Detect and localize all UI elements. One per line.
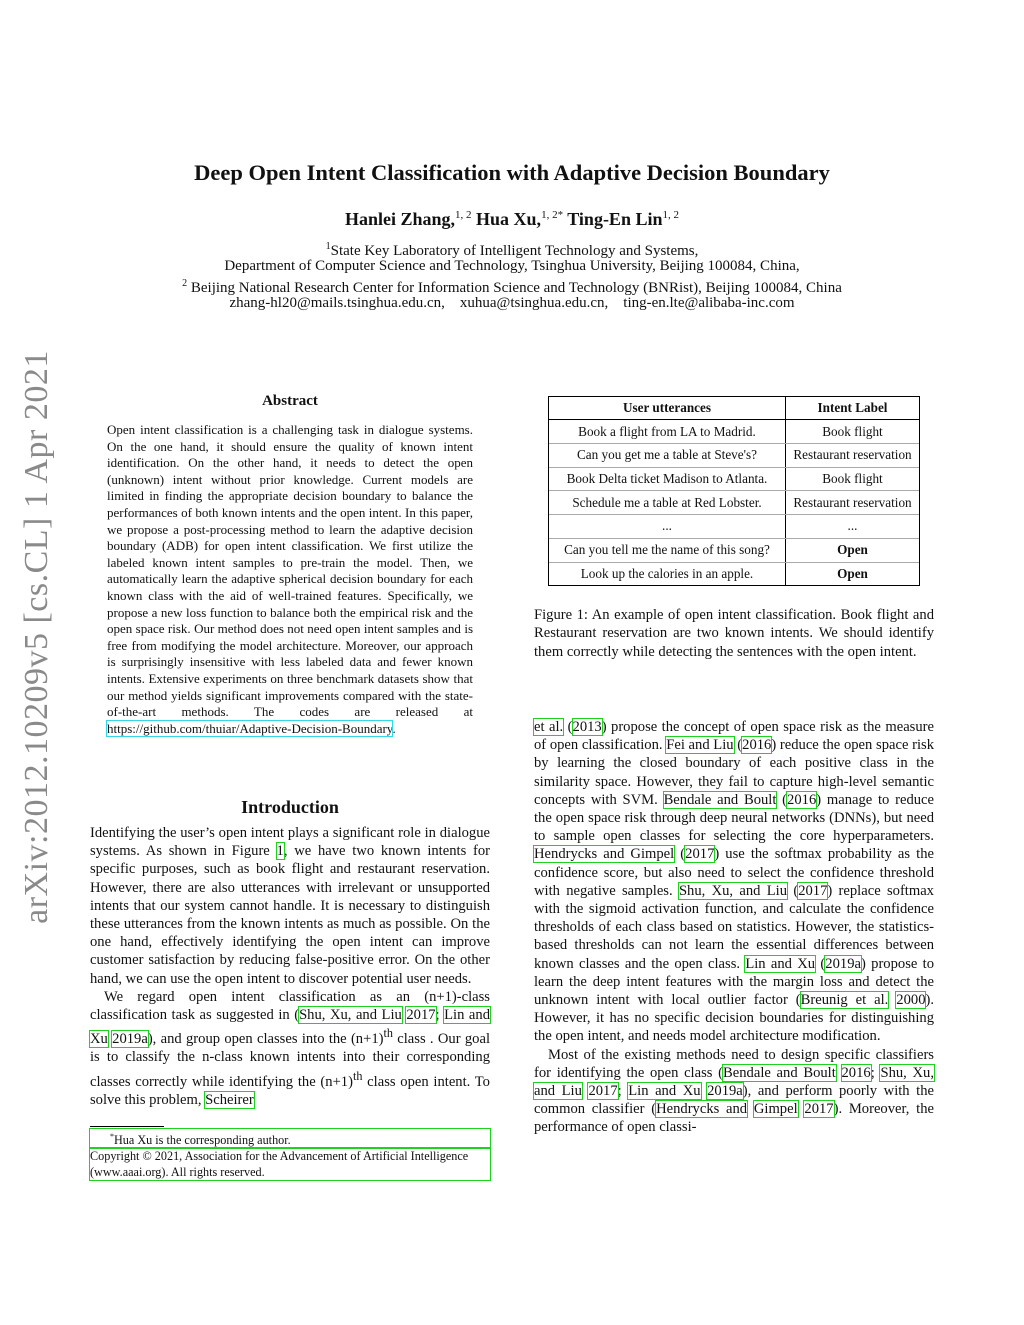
text: ) — [714, 846, 720, 863]
introduction-body — [90, 824, 490, 1109]
table-header-row — [549, 397, 919, 420]
text: ( — [567, 719, 573, 735]
text: Identifying the user’s open intent plays a significant role in dialogue systems. As shown in Figure — [90, 825, 490, 860]
abstract-text: Open intent classification is a challenging task in dialogue systems. On the one hand, it should ensure the quality of known intent identification. On the other hand, it needs to detect the open (unknown) intent without prior knowledge. Current models are limited in finding the appropriate decision boundary to balance the performances of both known intents and the open intent. In this paper, we propose a post-processing method to learn the adaptive decision boundary (ADB) for open intent classification. We first utilize the labeled known intent samples to pre-train the model. Then, we automatically learn the adaptive spherical decision boundary for each known class with the aid of well-trained features. Specifically, we propose a new loss function to balance both the empirical risk and the open space risk. Our method does not need open intent samples and is free from modifying the model architecture. Moreover, our approach is surprisingly insensitive with less labeled data and fewer known intents. Extensive experiments on three benchmark datasets show that our method yields significant improvements compared with the state-of-the-art methods. The codes are released at — [107, 422, 473, 720]
paragraph — [90, 824, 490, 988]
text: ( — [820, 955, 826, 972]
text: ( — [737, 737, 743, 754]
table-row — [549, 538, 919, 562]
text: ; — [870, 1064, 881, 1081]
text: ( — [793, 882, 799, 899]
citation-link[interactable]: Hendrycks and — [656, 1101, 748, 1118]
citation-year-link[interactable]: 2017 — [406, 1007, 436, 1024]
text: ; — [617, 1083, 629, 1100]
citation-link[interactable]: Shu, Xu, and Liu — [299, 1007, 402, 1024]
utterance-cell: Schedule me a table at Red Lobster. — [549, 491, 786, 515]
superscript: th — [352, 1068, 363, 1083]
code-url-link[interactable]: https://github.com/thuiar/Adaptive-Decision-Boundary — [107, 720, 393, 736]
citation-year-link[interactable]: 2013 — [572, 719, 602, 735]
text: ) — [816, 791, 822, 808]
citation-link[interactable]: Fei and Liu — [666, 737, 734, 754]
label-cell: Open — [837, 565, 868, 581]
paragraph — [534, 1046, 934, 1137]
citation-link[interactable]: Lin and Xu — [628, 1083, 701, 1100]
affiliation-line-2: Department of Computer Science and Technology, Tsinghua University, Beijing 100084, China, — [224, 258, 800, 274]
label-cell: Restaurant reservation — [786, 444, 920, 468]
text: ), and group open classes into the (n+1) — [147, 1031, 384, 1048]
arxiv-stamp: arXiv:2012.10209v5 [cs.CL] 1 Apr 2021 — [18, 350, 55, 924]
text: use the softmax probability as the confidence score, but also need to select the confidence threshold with negative samples. — [534, 846, 934, 899]
paragraph — [90, 988, 490, 1109]
footnote — [90, 1129, 490, 1180]
citation-link[interactable]: Scheirer — [205, 1091, 254, 1108]
citation-year-link[interactable]: 2016 — [787, 791, 817, 808]
table-row — [549, 491, 919, 515]
figure-ref-link[interactable]: 1 — [276, 843, 284, 860]
label-cell: Open — [786, 538, 920, 562]
utterance-cell: Look up the calories in an apple. — [549, 562, 786, 585]
paper-title: Deep Open Intent Classification with Adaptive Decision Boundary — [194, 160, 830, 185]
abstract-body — [107, 422, 473, 737]
citation-year-link[interactable]: 2019a — [825, 955, 861, 972]
label-cell: Restaurant reservation — [786, 491, 920, 515]
table-row — [549, 420, 919, 444]
citation-year-link[interactable]: 2019a — [112, 1031, 148, 1048]
author-name: Ting-En Lin — [567, 209, 663, 229]
text: ) propose the concept of open space risk as the measure of open classification. — [534, 719, 934, 754]
citation-link[interactable]: Lin and Xu — [745, 955, 816, 972]
text: We regard open intent classification as an (n+1)-class classification task as suggested in ( — [90, 988, 490, 1024]
text: ; — [435, 1007, 445, 1024]
text: class open intent. To solve this problem, — [90, 1073, 490, 1108]
text: propose to learn the deep intent features with the margin loss and detect the unknown intent with local outlier factor ( — [534, 955, 934, 1009]
author-affil-sup: 1, 2 — [662, 209, 679, 221]
citation-link[interactable]: Bendale and Boult — [663, 791, 777, 808]
table-row — [549, 562, 919, 585]
right-column-body — [534, 718, 934, 1137]
citation-link[interactable]: Hendrycks and Gimpel — [534, 846, 675, 863]
footnote-copyright[interactable]: Copyright © 2021, Association for the Advancement of Artificial Intelligence (www.aaai.org). All rights reserved. — [90, 1148, 490, 1180]
author-affil-sup: 1, 2 — [455, 209, 472, 221]
text: ( — [782, 791, 788, 808]
citation-year-link[interactable]: 2019a — [707, 1083, 743, 1100]
text: ) — [827, 882, 833, 899]
citation-year-link[interactable]: 2000 — [896, 992, 926, 1009]
citation-year-link[interactable]: 2017 — [804, 1101, 834, 1118]
abstract-end: . — [392, 720, 396, 736]
abstract-heading: Abstract — [262, 393, 318, 409]
table-row — [549, 467, 919, 491]
text: ), and perform poorly with the common classifier ( — [534, 1083, 934, 1118]
author-list — [0, 209, 1024, 230]
text: ) — [771, 737, 777, 754]
citation-year-link[interactable]: 2017 — [798, 882, 828, 899]
utterance-cell: ... — [549, 515, 786, 539]
citation-link[interactable]: Breunig et al. — [800, 992, 889, 1009]
footnote-text: Hua Xu is the corresponding author. — [114, 1133, 291, 1148]
utterance-cell: Can you tell me the name of this song? — [549, 538, 786, 562]
utterance-cell: Can you get me a table at Steve's? — [549, 444, 786, 468]
figure-1-caption: Figure 1: An example of open intent classification. Book flight and Restaurant reservation are two known intents. We should identify them correctly while detecting the sentences with the open intent. — [534, 607, 934, 660]
text: ) — [860, 955, 866, 972]
text: ). Moreover, the performance of open classi- — [534, 1101, 934, 1136]
author-name: Hua Xu, — [476, 209, 542, 229]
citation-year-link[interactable]: 2017 — [685, 846, 715, 863]
table-row — [549, 515, 919, 539]
column-header: User utterances — [549, 397, 786, 420]
label-cell: ... — [786, 515, 920, 539]
column-header: Intent Label — [786, 397, 920, 420]
intent-table — [549, 397, 919, 585]
author-affil-sup: 1, 2* — [541, 209, 564, 221]
author-emails: zhang-hl20@mails.tsinghua.edu.cn, xuhua@tsinghua.edu.cn, ting-en.lte@alibaba-inc.com — [229, 295, 795, 311]
affil-sup: 2 — [182, 278, 188, 289]
text: ). However, it has no specific decision boundaries for distinguishing the open intent, and needs model architecture modification. — [534, 992, 934, 1045]
figure-1-table — [548, 396, 920, 586]
citation-link[interactable]: Bendale and Boult — [723, 1064, 836, 1081]
text: replace softmax with the sigmoid activation function, and calculate the confidence thresholds of each class based on statistics. However, the statistics-based thresholds can not learn the essential differences between known classes and the open class. — [534, 882, 934, 972]
affil-text: State Key Laboratory of Intelligent Technology and Systems, — [330, 243, 699, 259]
citation-link[interactable]: Lin and Xu — [90, 1007, 491, 1048]
text: class . Our goal is to classify the n-class known intents into their corresponding classes correctly while identifying the (n+1) — [90, 1031, 490, 1090]
paragraph — [534, 718, 934, 1046]
superscript: th — [383, 1026, 393, 1041]
text: Most of the existing methods need to design specific classifiers for identifying the open class ( — [534, 1046, 934, 1081]
utterance-cell: Book a flight from LA to Madrid. — [549, 420, 786, 444]
text: , we have two known intents for specific purposes, such as book flight and restaurant reservation. However, there are also utterances with irrelevant or unsupported intents that our system cannot handle. It is necessary to distinguish these utterances from the known intents as much as possible. On the one hand, effectively identifying the open intent can improve customer satisfaction by reducing false-positive error. On the other hand, we can use the open intent to discover potential user needs. — [90, 843, 491, 987]
text: manage to reduce the open space risk through deep neural networks (DNNs), but need to sample open classes for selecting the core hyperparameters. — [534, 791, 934, 845]
table-row — [549, 444, 919, 468]
citation-year-link[interactable]: 2016 — [742, 737, 772, 754]
affil-sup: 1 — [325, 241, 331, 252]
author-name: Hanlei Zhang, — [345, 209, 456, 229]
citation-link[interactable]: Gimpel — [753, 1101, 798, 1118]
affil-text: Beijing National Research Center for Information Science and Technology (BNRist), Beijing 100084, China — [187, 280, 842, 296]
footnote-mark: * — [110, 1132, 114, 1141]
text: reduce the open space risk by learning the closed boundary of each positive class in the similarity space. However, they fail to capture high-level semantic concepts with SVM. — [534, 737, 934, 808]
footnote-corresponding[interactable] — [90, 1129, 490, 1148]
label-cell: Book flight — [786, 467, 920, 491]
label-cell: Book flight — [786, 420, 920, 444]
text: ( — [680, 846, 686, 863]
introduction-heading: Introduction — [241, 797, 339, 817]
citation-link[interactable]: et al. — [534, 719, 564, 735]
citation-year-link[interactable]: 2017 — [588, 1083, 618, 1100]
utterance-cell: Book Delta ticket Madison to Atlanta. — [549, 467, 786, 491]
footnote-rule — [90, 1126, 164, 1127]
citation-link[interactable]: Shu, Xu, and Liu — [534, 1064, 935, 1100]
citation-year-link[interactable]: 2016 — [841, 1064, 871, 1081]
citation-link[interactable]: Shu, Xu, and Liu — [678, 882, 788, 899]
